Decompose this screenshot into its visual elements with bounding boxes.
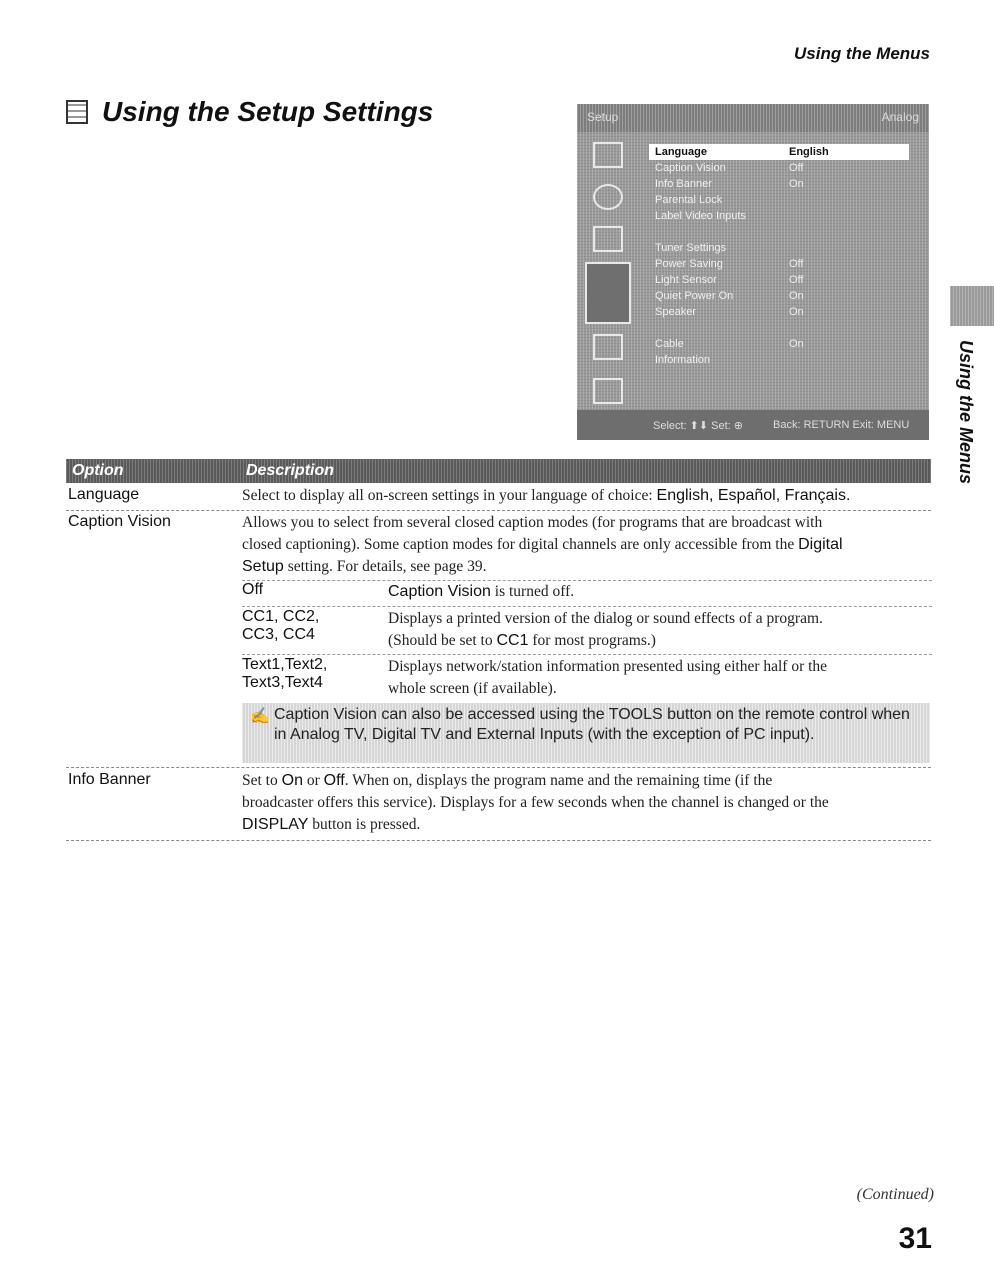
caption-option-text-desc: Displays network/station information presented using either half or the whole screen (if available). [388,658,828,697]
screenshot-footer [577,410,929,440]
screenshot-row: Language English [649,144,909,160]
header-option: Option [72,462,124,479]
screenshot-topbar [577,104,929,132]
screenshot-row: Tuner Settings [655,242,727,254]
language-description: Select to display all on-screen settings in your language of choice: English, Español, Français. [242,487,851,504]
screenshot-row: Label Video Inputs [655,210,746,222]
option-info-banner: Info Banner [68,771,151,788]
note-text: Caption Vision can also be accessed using the TOOLS button on the remote control when in Analog TV, Digital TV and External Inputs (with the exception of PC input). [274,706,910,743]
continued-note: (Continued) [856,1186,934,1203]
caption-description: Allows you to select from several closed caption modes (for programs that are broadcast with closed captioning). Some caption modes for digital channels are only accessible from the Digital Setup setting. For details, see page 39. [242,514,843,575]
chapter-tab-marker [950,286,994,326]
screenshot-row: Caption Vision Off [655,162,804,174]
caption-option-text: Text1,Text2, Text3,Text4 [242,656,328,691]
row-divider [66,767,931,768]
screenshot-row: Light Sensor Off [655,274,804,286]
caption-option-cc: CC1, CC2, CC3, CC4 [242,608,320,643]
sub-divider [242,654,932,655]
note-pencil-icon: ✍ [250,708,270,725]
sub-divider [242,606,932,607]
caption-option-cc-desc: Displays a printed version of the dialog or sound effects of a program. (Should be set to CC1 for most programs.) [388,610,823,649]
title-row [66,96,433,128]
header-description: Description [246,462,335,479]
screenshot-row: Quiet Power On On [655,290,804,302]
setup-icon [66,100,88,124]
channel-category-icon [593,334,623,360]
section-header: Using the Menus [793,44,930,63]
caption-note [242,703,930,763]
screen-category-icon [593,226,623,252]
sound-category-icon [593,184,623,210]
screenshot-row: Info Banner On [655,178,804,190]
screenshot-row: Information [655,354,711,366]
option-caption-vision: Caption Vision [68,513,171,530]
page-title: Using the Setup Settings [102,96,434,127]
screenshot-setting-list [649,144,909,368]
screenshot-row: Speaker On [655,306,804,318]
screenshot-menu-name: Setup [587,110,619,124]
caption-option-off-desc: Caption Vision is turned off. [388,583,575,600]
setup-category-icon [585,262,631,324]
screenshot-row [649,320,909,336]
row-divider [66,510,931,511]
chapter-side-label: Using the Menus [956,340,976,485]
screenshot-footer-left: Select: ⬆⬇ Set: ⊕ [653,420,744,432]
picture-category-icon [593,142,623,168]
input-category-icon [593,378,623,404]
sub-divider [242,580,932,581]
screenshot-row [649,224,909,240]
table-bottom-rule [66,840,931,841]
caption-option-off: Off [242,581,264,598]
setup-menu-screenshot [577,104,929,440]
screenshot-category-icons [585,134,637,406]
screenshot-row: Power Saving Off [655,258,804,270]
screenshot-input-name: Analog [881,110,919,124]
option-language: Language [68,486,140,503]
screenshot-row: Cable On [655,338,804,350]
info-banner-description: Set to On or Off. When on, displays the program name and the remaining time (if the broadcaster offers this service). Displays for a few seconds when the channel is changed or the DISPLAY button is pressed. [242,772,829,833]
table-header [66,459,931,483]
screenshot-row: Parental Lock [655,194,723,206]
screenshot-footer-right: Back: RETURN Exit: MENU [773,419,910,431]
page-number: 31 [898,1222,932,1255]
